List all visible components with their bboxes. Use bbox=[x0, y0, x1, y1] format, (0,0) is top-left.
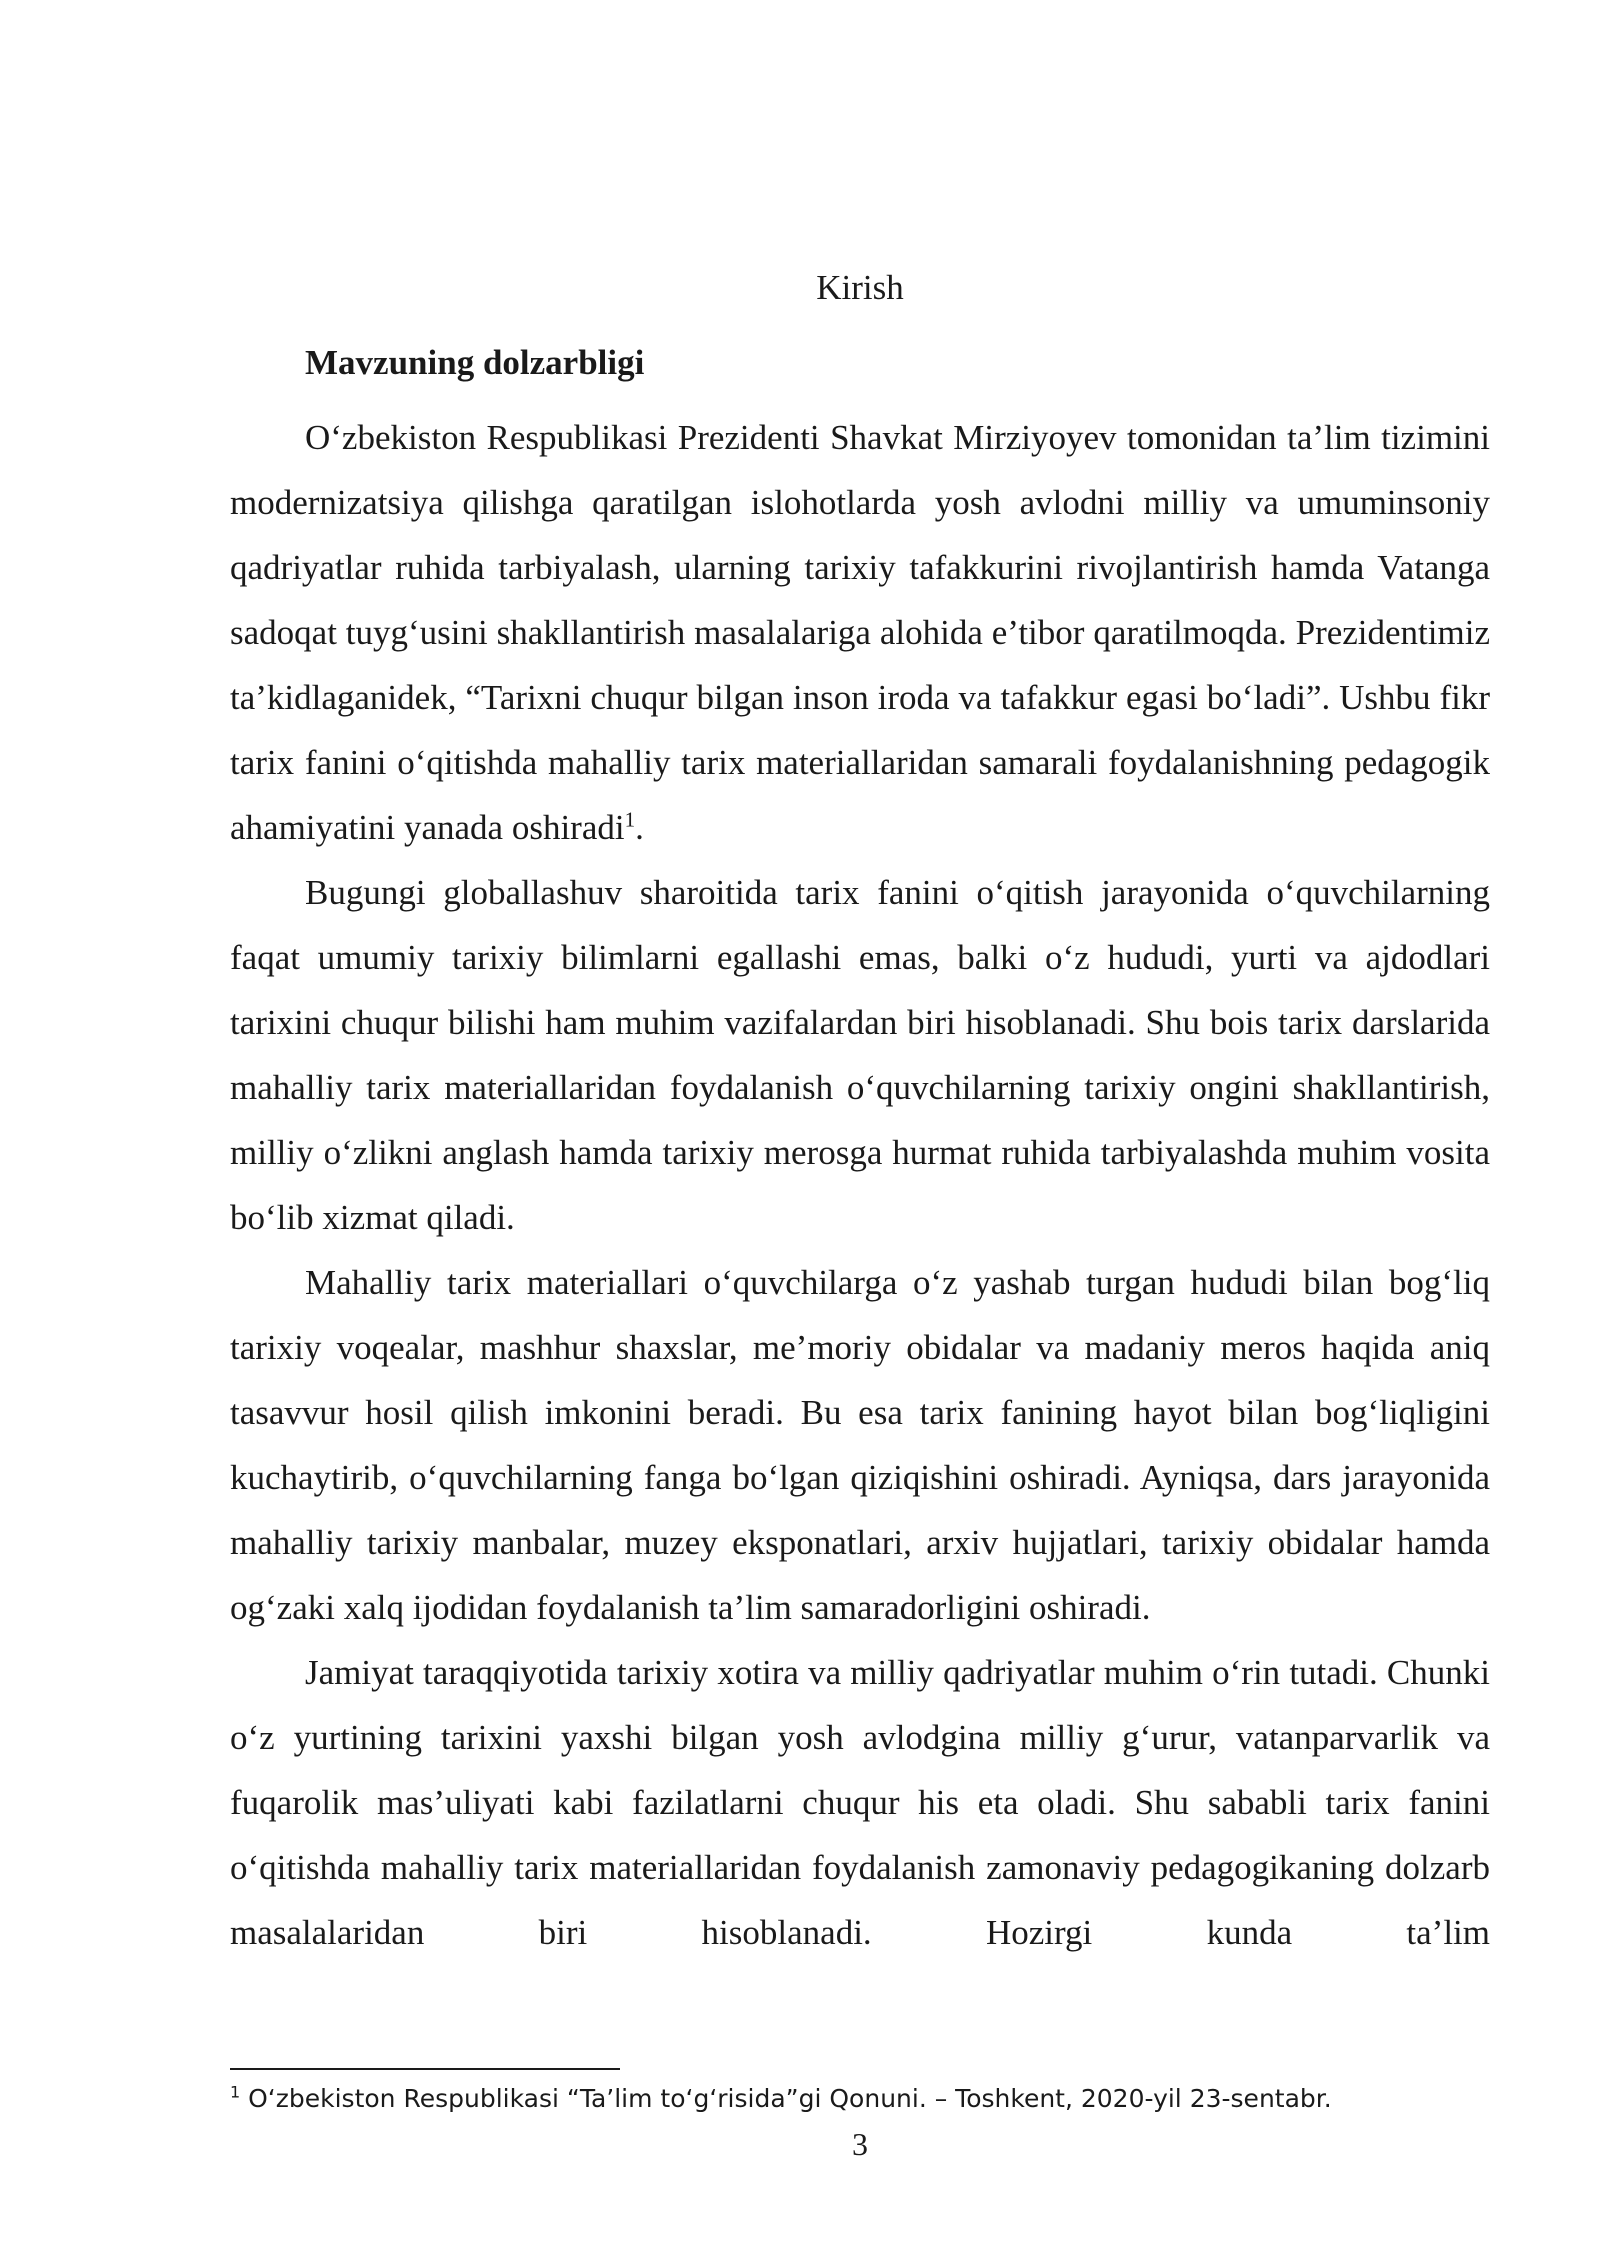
footnote bbox=[230, 2082, 1490, 2116]
footnote-marker: 1 bbox=[230, 2082, 241, 2102]
footnote-separator bbox=[230, 2068, 620, 2070]
footnote-text: O‘zbekiston Respublikasi “Ta’lim to‘g‘risida”gi Qonuni. – Toshkent, 2020-yil 23-sentabr. bbox=[240, 2084, 1332, 2113]
paragraph-4: Jamiyat taraqqiyotida tarixiy xotira va milliy qadriyatlar muhim o‘rin tutadi. Chunki o‘z yurtining tarixini yaxshi bilgan yosh avlodgina milliy g‘urur, vatanparvarlik va fuqarolik mas’uliyati kabi fazilatlarni chuqur his eta oladi. Shu sababli tarix fanini o‘qitishda mahalliy tarix materiallaridan foydalanish zamonaviy pedagogikaning dolzarb masalalaridan biri hisoblanadi. Hozirgi kunda ta’lim bbox=[230, 1653, 1490, 1952]
section-subheading: Mavzuning dolzarbligi bbox=[305, 343, 645, 382]
body-text bbox=[230, 405, 1490, 1965]
paragraph-1-text: O‘zbekiston Respublikasi Prezidenti Shavkat Mirziyoyev tomonidan ta’lim tizimini modernizatsiya qilishga qaratilgan islohotlarda yosh avlodni milliy va umuminsoniy qadriyatlar ruhida tarbiyalash, ularning tarixiy tafakkurini rivojlantirish hamda Vatanga sadoqat tuyg‘usini shakllantirish masalalariga alohida e’tibor qaratilmoqda. Prezidentimiz ta’kidlaganidek, “Tarixni chuqur bilgan inson iroda va tafakkur egasi bo‘ladi”. Ushbu fikr tarix fanini o‘qitishda mahalliy tarix materiallaridan samarali foydalanishning pedagogik ahamiyatini yanada oshiradi bbox=[230, 418, 1490, 847]
section-heading: Kirish bbox=[816, 268, 904, 307]
page-number: 3 bbox=[852, 2126, 868, 2162]
footnote-reference[interactable]: 1 bbox=[624, 807, 636, 832]
paragraph-1-end: . bbox=[635, 808, 644, 847]
paragraph-3: Mahalliy tarix materiallari o‘quvchilarga o‘z yashab turgan hududi bilan bog‘liq tarixiy voqealar, mashhur shaxslar, me’moriy obidalar va madaniy meros haqida aniq tasavvur hosil qilish imkonini beradi. Bu esa tarix fanining hayot bilan bog‘liqligini kuchaytirib, o‘quvchilarning fanga bo‘lgan qiziqishini oshiradi. Ayniqsa, dars jarayonida mahalliy tarixiy manbalar, muzey eksponatlari, arxiv hujjatlari, tarixiy obidalar hamda og‘zaki xalq ijodidan foydalanish ta’lim samaradorligini oshiradi. bbox=[230, 1263, 1490, 1627]
paragraph-2: Bugungi globallashuv sharoitida tarix fanini o‘qitish jarayonida o‘quvchilarning faqat umumiy tarixiy bilimlarni egallashi emas, balki o‘z hududi, yurti va ajdodlari tarixini chuqur bilishi ham muhim vazifalardan biri hisoblanadi. Shu bois tarix darslarida mahalliy tarix materiallaridan foydalanish o‘quvchilarning tarixiy ongini shakllantirish, milliy o‘zlikni anglash hamda tarixiy merosga hurmat ruhida tarbiyalashda muhim vosita bo‘lib xizmat qiladi. bbox=[230, 873, 1490, 1237]
paragraph-1 bbox=[230, 405, 1490, 860]
